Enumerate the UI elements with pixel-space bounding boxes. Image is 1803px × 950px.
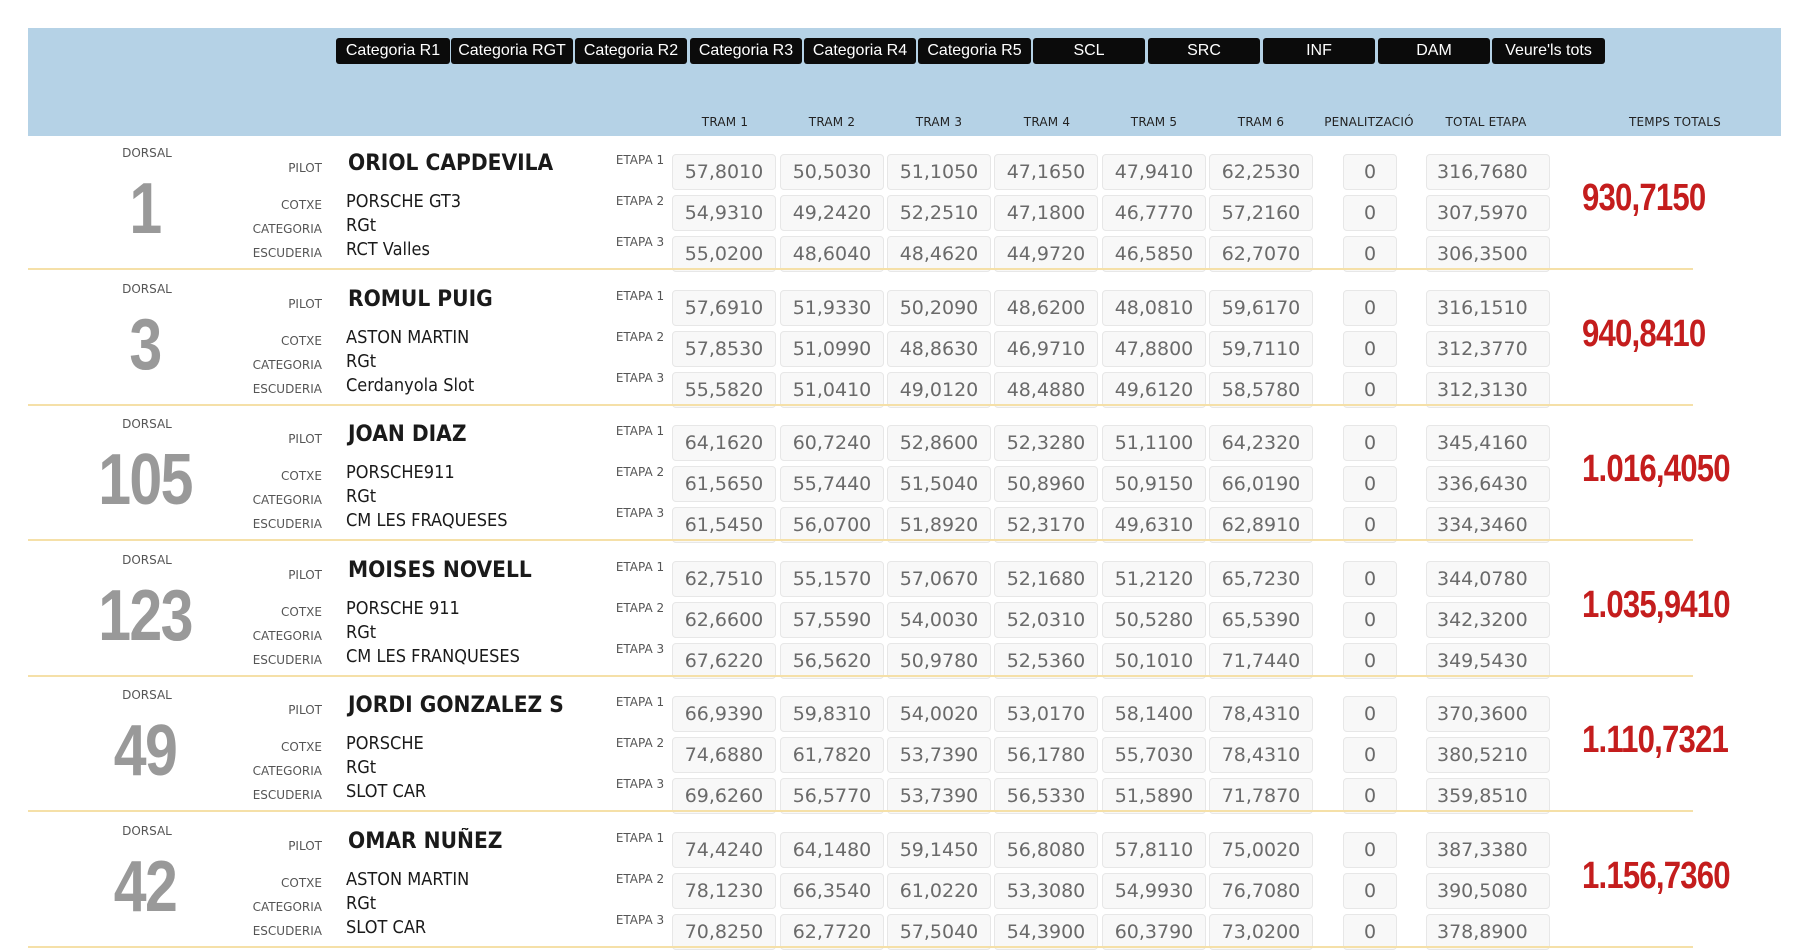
category-label: CATEGORIA (252, 493, 322, 508)
stage-time-cell: 62,2530 (1209, 154, 1313, 190)
entry-card (0, 271, 1803, 407)
stage-time-cell: 51,1050 (887, 154, 991, 190)
car-label: COTXE (281, 604, 322, 619)
penalty-cell: 0 (1343, 832, 1397, 868)
category-value: RGt (346, 350, 377, 372)
column-header-tram-3: TRAM 3 (915, 115, 963, 129)
category-button-categoria-r5[interactable]: Categoria R5 (918, 38, 1031, 64)
stage-total-cell: 312,3130 (1426, 372, 1550, 408)
stage-time-cell: 49,6310 (1102, 507, 1206, 543)
dorsal-number: 123 (98, 575, 192, 656)
stage-time-cell: 51,2120 (1102, 561, 1206, 597)
car-value: ASTON MARTIN (346, 869, 470, 890)
stage-label: ETAPA 3 (615, 370, 665, 385)
stage-time-cell: 55,7030 (1102, 737, 1206, 773)
stage-time-cell: 53,3080 (994, 873, 1098, 909)
category-button-veure-ls-tots[interactable]: Veure'ls tots (1492, 38, 1605, 64)
stage-time-cell: 51,1100 (1102, 425, 1206, 461)
stage-time-cell: 66,0190 (1209, 466, 1313, 502)
stage-label: ETAPA 1 (615, 559, 665, 574)
dorsal-number: 3 (129, 304, 161, 385)
stage-label: ETAPA 3 (615, 641, 665, 656)
stage-time-cell: 51,5040 (887, 466, 991, 502)
car-label: COTXE (281, 198, 322, 212)
stage-label: ETAPA 2 (615, 194, 665, 208)
stage-time-cell: 62,7510 (672, 561, 776, 597)
total-time: 1.035,9410 (1582, 583, 1730, 626)
penalty-cell: 0 (1343, 372, 1397, 408)
total-time: 940,8410 (1582, 312, 1706, 355)
dorsal-label: DORSAL (122, 417, 172, 432)
category-label: CATEGORIA (252, 764, 322, 779)
stage-time-cell: 67,6220 (672, 643, 776, 679)
stage-time-cell: 59,6170 (1209, 290, 1313, 326)
column-header-temps-totals: TEMPS TOTALS (1628, 115, 1722, 129)
penalty-cell: 0 (1343, 195, 1397, 231)
stage-time-cell: 49,0120 (887, 372, 991, 408)
stage-time-cell: 57,6910 (672, 290, 776, 326)
pilot-label: PILOT (288, 703, 322, 718)
team-value: Cerdanyola Slot (346, 374, 475, 396)
stage-time-cell: 52,1680 (994, 561, 1098, 597)
stage-time-cell: 50,8960 (994, 466, 1098, 502)
column-header-total-etapa: TOTAL ETAPA (1445, 115, 1527, 129)
car-value: PORSCHE (346, 733, 424, 755)
category-button-src[interactable]: SRC (1148, 38, 1260, 64)
stage-time-cell: 54,3900 (994, 914, 1098, 950)
car-value: PORSCHE GT3 (346, 191, 462, 212)
team-value: SLOT CAR (346, 917, 427, 938)
stage-total-cell: 336,6430 (1426, 466, 1550, 502)
category-label: CATEGORIA (252, 900, 322, 914)
stage-time-cell: 55,0200 (672, 236, 776, 272)
stage-time-cell: 50,9150 (1102, 466, 1206, 502)
total-time: 1.016,4050 (1582, 448, 1730, 491)
category-button-dam[interactable]: DAM (1378, 38, 1490, 64)
team-label: ESCUDERIA (252, 381, 322, 396)
stage-time-cell: 74,6880 (672, 737, 776, 773)
stage-time-cell: 48,6200 (994, 290, 1098, 326)
stage-time-cell: 78,4310 (1209, 737, 1313, 773)
pilot-name: ORIOL CAPDEVILA (348, 151, 554, 176)
stage-label: ETAPA 3 (615, 913, 665, 927)
stage-time-cell: 48,8630 (887, 331, 991, 367)
stage-total-cell: 387,3380 (1426, 832, 1550, 868)
stage-time-cell: 61,7820 (780, 737, 884, 773)
penalty-cell: 0 (1343, 643, 1397, 679)
stage-time-cell: 50,9780 (887, 643, 991, 679)
stage-time-cell: 51,9330 (780, 290, 884, 326)
stage-time-cell: 69,6260 (672, 778, 776, 814)
column-header-penalitzacio: PENALITZACIÓ (1324, 115, 1414, 129)
stage-total-cell: 349,5430 (1426, 643, 1550, 679)
pilot-name: ROMUL PUIG (348, 286, 493, 312)
stage-total-cell: 306,3500 (1426, 236, 1550, 272)
stage-time-cell: 48,6040 (780, 236, 884, 272)
stage-time-cell: 76,7080 (1209, 873, 1313, 909)
stage-total-cell: 390,5080 (1426, 873, 1550, 909)
entry-card (0, 542, 1803, 678)
stage-total-cell: 344,0780 (1426, 561, 1550, 597)
stage-time-cell: 75,0020 (1209, 832, 1313, 868)
total-time: 930,7150 (1582, 177, 1706, 219)
stage-time-cell: 51,5890 (1102, 778, 1206, 814)
stage-time-cell: 59,7110 (1209, 331, 1313, 367)
stage-time-cell: 52,3170 (994, 507, 1098, 543)
stage-time-cell: 59,1450 (887, 832, 991, 868)
car-value: PORSCHE 911 (346, 597, 460, 619)
car-label: COTXE (281, 740, 322, 755)
stage-time-cell: 50,2090 (887, 290, 991, 326)
stage-label: ETAPA 1 (615, 153, 665, 167)
dorsal-label: DORSAL (122, 688, 172, 703)
team-label: ESCUDERIA (252, 246, 322, 260)
category-button-categoria-r3[interactable]: Categoria R3 (690, 38, 802, 64)
stage-time-cell: 57,5590 (780, 602, 884, 638)
stage-time-cell: 53,7390 (887, 778, 991, 814)
stage-time-cell: 51,8920 (887, 507, 991, 543)
stage-time-cell: 57,2160 (1209, 195, 1313, 231)
category-value: RGt (346, 486, 377, 508)
stage-time-cell: 58,5780 (1209, 372, 1313, 408)
pilot-label: PILOT (288, 161, 322, 175)
stage-total-cell: 378,8900 (1426, 914, 1550, 950)
column-header-tram-2: TRAM 2 (808, 115, 856, 129)
team-label: ESCUDERIA (252, 924, 322, 938)
stage-time-cell: 61,0220 (887, 873, 991, 909)
stage-time-cell: 49,6120 (1102, 372, 1206, 408)
stage-total-cell: 307,5970 (1426, 195, 1550, 231)
pilot-label: PILOT (288, 296, 322, 311)
category-button-inf[interactable]: INF (1263, 38, 1375, 64)
penalty-cell: 0 (1343, 778, 1397, 814)
stage-label: ETAPA 2 (615, 600, 665, 615)
category-value: RGt (346, 621, 377, 643)
stage-label: ETAPA 1 (615, 424, 665, 439)
entry-card (0, 406, 1803, 542)
stage-time-cell: 56,1780 (994, 737, 1098, 773)
category-button-scl[interactable]: SCL (1033, 38, 1145, 64)
category-button-categoria-r2[interactable]: Categoria R2 (575, 38, 687, 64)
stage-time-cell: 51,0990 (780, 331, 884, 367)
stage-time-cell: 56,5620 (780, 643, 884, 679)
stage-time-cell: 71,7870 (1209, 778, 1313, 814)
stage-label: ETAPA 1 (615, 288, 665, 303)
stage-time-cell: 64,1480 (780, 832, 884, 868)
stage-time-cell: 49,2420 (780, 195, 884, 231)
pilot-name: JORDI GONZALEZ S (348, 693, 564, 719)
stage-time-cell: 57,8010 (672, 154, 776, 190)
category-label: CATEGORIA (252, 628, 322, 643)
stage-label: ETAPA 1 (615, 831, 665, 845)
dorsal-number: 49 (113, 711, 177, 792)
penalty-cell: 0 (1343, 696, 1397, 732)
stage-time-cell: 57,8110 (1102, 832, 1206, 868)
stage-time-cell: 55,5820 (672, 372, 776, 408)
stage-time-cell: 50,5030 (780, 154, 884, 190)
penalty-cell: 0 (1343, 873, 1397, 909)
stage-time-cell: 55,7440 (780, 466, 884, 502)
penalty-cell: 0 (1343, 602, 1397, 638)
stage-time-cell: 64,1620 (672, 425, 776, 461)
stage-time-cell: 60,3790 (1102, 914, 1206, 950)
car-value: ASTON MARTIN (346, 326, 470, 348)
dorsal-number: 42 (113, 847, 177, 927)
car-label: COTXE (281, 469, 322, 484)
stage-time-cell: 57,0670 (887, 561, 991, 597)
pilot-label: PILOT (288, 432, 322, 447)
penalty-cell: 0 (1343, 425, 1397, 461)
stage-total-cell: 334,3460 (1426, 507, 1550, 543)
stage-time-cell: 58,1400 (1102, 696, 1206, 732)
stage-time-cell: 51,0410 (780, 372, 884, 408)
stage-time-cell: 48,0810 (1102, 290, 1206, 326)
stage-time-cell: 47,8800 (1102, 331, 1206, 367)
stage-time-cell: 64,2320 (1209, 425, 1313, 461)
stage-time-cell: 50,1010 (1102, 643, 1206, 679)
stage-time-cell: 54,0020 (887, 696, 991, 732)
penalty-cell: 0 (1343, 914, 1397, 950)
stage-time-cell: 54,9930 (1102, 873, 1206, 909)
total-time: 1.156,7360 (1582, 855, 1730, 897)
stage-time-cell: 56,0700 (780, 507, 884, 543)
stage-time-cell: 48,4880 (994, 372, 1098, 408)
car-label: COTXE (281, 333, 322, 348)
stage-time-cell: 46,7770 (1102, 195, 1206, 231)
team-value: RCT Valles (346, 239, 430, 260)
dorsal-label: DORSAL (122, 824, 172, 838)
stage-time-cell: 57,8530 (672, 331, 776, 367)
penalty-cell: 0 (1343, 561, 1397, 597)
column-header-tram-4: TRAM 4 (1023, 115, 1071, 129)
stage-time-cell: 47,1650 (994, 154, 1098, 190)
team-label: ESCUDERIA (252, 652, 322, 667)
category-button-categoria-r1[interactable]: Categoria R1 (336, 38, 450, 64)
stage-time-cell: 71,7440 (1209, 643, 1313, 679)
category-label: CATEGORIA (252, 222, 322, 236)
stage-time-cell: 52,5360 (994, 643, 1098, 679)
stage-label: ETAPA 3 (615, 506, 665, 521)
pilot-name: MOISES NOVELL (348, 557, 532, 583)
stage-total-cell: 316,7680 (1426, 154, 1550, 190)
stage-time-cell: 44,9720 (994, 236, 1098, 272)
stage-time-cell: 46,9710 (994, 331, 1098, 367)
stage-time-cell: 56,5770 (780, 778, 884, 814)
stage-label: ETAPA 3 (615, 235, 665, 249)
category-button-categoria-r4[interactable]: Categoria R4 (804, 38, 916, 64)
stage-label: ETAPA 1 (615, 695, 665, 710)
stage-time-cell: 62,7720 (780, 914, 884, 950)
column-header-tram-1: TRAM 1 (701, 115, 749, 129)
stage-time-cell: 62,7070 (1209, 236, 1313, 272)
stage-total-cell: 345,4160 (1426, 425, 1550, 461)
stage-label: ETAPA 2 (615, 872, 665, 886)
penalty-cell: 0 (1343, 154, 1397, 190)
dorsal-label: DORSAL (122, 281, 172, 296)
stage-time-cell: 56,8080 (994, 832, 1098, 868)
category-value: RGt (346, 215, 377, 236)
stage-time-cell: 52,8600 (887, 425, 991, 461)
category-label: CATEGORIA (252, 357, 322, 372)
penalty-cell: 0 (1343, 331, 1397, 367)
stage-label: ETAPA 3 (615, 777, 665, 792)
stage-total-cell: 359,8510 (1426, 778, 1550, 814)
entry-card (0, 677, 1803, 813)
pilot-name: OMAR NUÑEZ (348, 829, 503, 854)
entry-card (0, 135, 1803, 271)
stage-time-cell: 61,5450 (672, 507, 776, 543)
stage-time-cell: 57,5040 (887, 914, 991, 950)
pilot-label: PILOT (288, 839, 322, 853)
stage-time-cell: 62,8910 (1209, 507, 1313, 543)
stage-time-cell: 53,7390 (887, 737, 991, 773)
stage-time-cell: 62,6600 (672, 602, 776, 638)
column-header-tram-5: TRAM 5 (1130, 115, 1178, 129)
team-label: ESCUDERIA (252, 788, 322, 803)
stage-time-cell: 65,7230 (1209, 561, 1313, 597)
stage-total-cell: 312,3770 (1426, 331, 1550, 367)
stage-time-cell: 61,5650 (672, 466, 776, 502)
dorsal-label: DORSAL (122, 552, 172, 567)
category-button-categoria-rgt[interactable]: Categoria RGT (451, 38, 573, 64)
stage-time-cell: 48,4620 (887, 236, 991, 272)
stage-label: ETAPA 2 (615, 465, 665, 480)
pilot-label: PILOT (288, 567, 322, 582)
dorsal-number: 105 (98, 440, 192, 521)
car-value: PORSCHE911 (346, 462, 455, 484)
stage-time-cell: 78,4310 (1209, 696, 1313, 732)
stage-time-cell: 54,9310 (672, 195, 776, 231)
stage-total-cell: 380,5210 (1426, 737, 1550, 773)
penalty-cell: 0 (1343, 290, 1397, 326)
stage-time-cell: 53,0170 (994, 696, 1098, 732)
stage-time-cell: 78,1230 (672, 873, 776, 909)
stage-time-cell: 50,5280 (1102, 602, 1206, 638)
stage-total-cell: 316,1510 (1426, 290, 1550, 326)
penalty-cell: 0 (1343, 466, 1397, 502)
dorsal-number: 1 (129, 169, 161, 249)
stage-time-cell: 70,8250 (672, 914, 776, 950)
stage-time-cell: 66,9390 (672, 696, 776, 732)
column-header-tram-6: TRAM 6 (1237, 115, 1285, 129)
stage-time-cell: 54,0030 (887, 602, 991, 638)
stage-time-cell: 52,2510 (887, 195, 991, 231)
stage-time-cell: 55,1570 (780, 561, 884, 597)
stage-total-cell: 342,3200 (1426, 602, 1550, 638)
stage-label: ETAPA 2 (615, 736, 665, 751)
penalty-cell: 0 (1343, 236, 1397, 272)
car-label: COTXE (281, 876, 322, 890)
stage-time-cell: 60,7240 (780, 425, 884, 461)
team-value: SLOT CAR (346, 781, 427, 803)
team-value: CM LES FRAQUESES (346, 510, 508, 532)
dorsal-label: DORSAL (122, 146, 172, 160)
stage-time-cell: 46,5850 (1102, 236, 1206, 272)
stage-time-cell: 66,3540 (780, 873, 884, 909)
stage-label: ETAPA 2 (615, 329, 665, 344)
stage-total-cell: 370,3600 (1426, 696, 1550, 732)
stage-time-cell: 56,5330 (994, 778, 1098, 814)
pilot-name: JOAN DIAZ (348, 422, 467, 448)
stage-time-cell: 52,3280 (994, 425, 1098, 461)
penalty-cell: 0 (1343, 507, 1397, 543)
entry-card (0, 813, 1803, 949)
stage-time-cell: 65,5390 (1209, 602, 1313, 638)
stage-time-cell: 74,4240 (672, 832, 776, 868)
stage-time-cell: 47,9410 (1102, 154, 1206, 190)
penalty-cell: 0 (1343, 737, 1397, 773)
team-label: ESCUDERIA (252, 517, 322, 532)
team-value: CM LES FRANQUESES (346, 645, 520, 667)
stage-time-cell: 52,0310 (994, 602, 1098, 638)
stage-time-cell: 59,8310 (780, 696, 884, 732)
stage-time-cell: 73,0200 (1209, 914, 1313, 950)
category-value: RGt (346, 757, 377, 779)
category-value: RGt (346, 893, 377, 914)
stage-time-cell: 47,1800 (994, 195, 1098, 231)
total-time: 1.110,7321 (1582, 719, 1729, 762)
